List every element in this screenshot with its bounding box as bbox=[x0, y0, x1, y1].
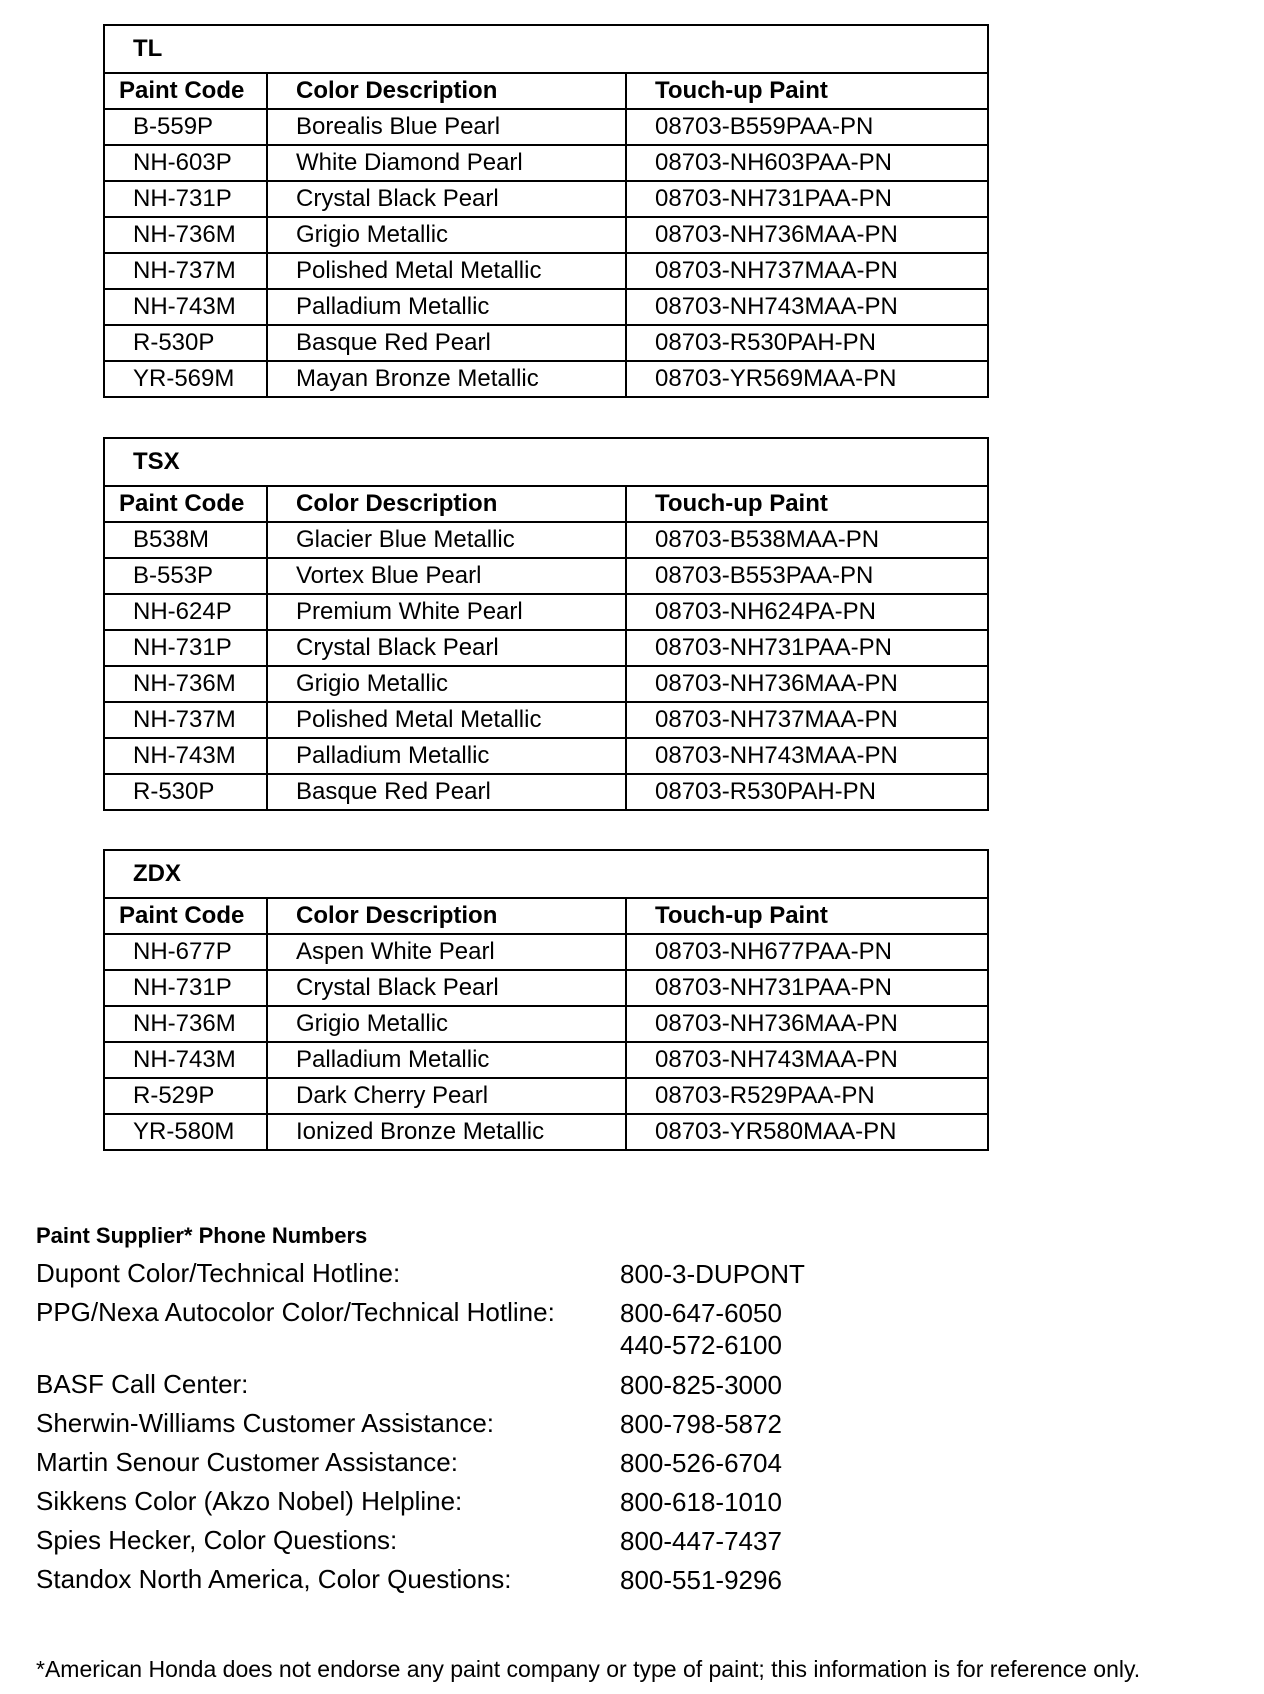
paint-code: B-559P bbox=[104, 109, 267, 145]
column-header-color-description: Color Description bbox=[267, 73, 626, 109]
supplier-name: Spies Hecker, Color Questions: bbox=[36, 1525, 398, 1555]
touch-up-paint: 08703-B559PAA-PN bbox=[626, 109, 988, 145]
supplier-row-basf bbox=[36, 1369, 1216, 1408]
touch-up-paint: 08703-NH731PAA-PN bbox=[626, 630, 988, 666]
color-description: Grigio Metallic bbox=[267, 666, 626, 702]
supplier-row-sherwin-williams bbox=[36, 1408, 1216, 1447]
table-row bbox=[104, 594, 988, 630]
color-description: Premium White Pearl bbox=[267, 594, 626, 630]
color-description: Grigio Metallic bbox=[267, 1006, 626, 1042]
color-description: Crystal Black Pearl bbox=[267, 630, 626, 666]
color-description: Borealis Blue Pearl bbox=[267, 109, 626, 145]
paint-code: R-529P bbox=[104, 1078, 267, 1114]
supplier-phone: 800-647-6050 bbox=[620, 1298, 782, 1328]
supplier-name: Sikkens Color (Akzo Nobel) Helpline: bbox=[36, 1486, 463, 1516]
supplier-name: Sherwin-Williams Customer Assistance: bbox=[36, 1408, 495, 1438]
supplier-row-ppg bbox=[36, 1297, 1216, 1369]
column-header-paint-code: Paint Code bbox=[104, 73, 267, 109]
table-row bbox=[104, 1006, 988, 1042]
supplier-list bbox=[36, 1258, 1216, 1603]
paint-code: NH-731P bbox=[104, 181, 267, 217]
table-row bbox=[104, 934, 988, 970]
paint-code: NH-743M bbox=[104, 289, 267, 325]
color-description: Palladium Metallic bbox=[267, 1042, 626, 1078]
table-title: ZDX bbox=[104, 850, 988, 898]
footnote: *American Honda does not endorse any paint company or type of paint; this information is for reference only. bbox=[36, 1656, 1141, 1682]
table-row bbox=[104, 181, 988, 217]
column-header-paint-code: Paint Code bbox=[104, 898, 267, 934]
column-header-touch-up-paint: Touch-up Paint bbox=[626, 486, 988, 522]
touch-up-paint: 08703-NH603PAA-PN bbox=[626, 145, 988, 181]
paint-table-tl bbox=[103, 24, 989, 398]
color-description: Palladium Metallic bbox=[267, 289, 626, 325]
table-row bbox=[104, 145, 988, 181]
paint-code: NH-736M bbox=[104, 666, 267, 702]
touch-up-paint: 08703-NH736MAA-PN bbox=[626, 217, 988, 253]
supplier-row-martin-senour bbox=[36, 1447, 1216, 1486]
touch-up-paint: 08703-NH743MAA-PN bbox=[626, 1042, 988, 1078]
touch-up-paint: 08703-NH731PAA-PN bbox=[626, 181, 988, 217]
paint-code: NH-743M bbox=[104, 1042, 267, 1078]
paint-code: YR-580M bbox=[104, 1114, 267, 1150]
paint-code: NH-731P bbox=[104, 630, 267, 666]
color-description: Polished Metal Metallic bbox=[267, 702, 626, 738]
supplier-phone: 800-551-9296 bbox=[620, 1565, 782, 1595]
column-header-touch-up-paint: Touch-up Paint bbox=[626, 73, 988, 109]
table-row bbox=[104, 289, 988, 325]
table-row bbox=[104, 738, 988, 774]
paint-table-tsx bbox=[103, 437, 989, 811]
supplier-row-spies-hecker bbox=[36, 1525, 1216, 1564]
color-description: Basque Red Pearl bbox=[267, 774, 626, 810]
touch-up-paint: 08703-NH677PAA-PN bbox=[626, 934, 988, 970]
touch-up-paint: 08703-R529PAA-PN bbox=[626, 1078, 988, 1114]
column-header-paint-code: Paint Code bbox=[104, 486, 267, 522]
supplier-phone: 800-618-1010 bbox=[620, 1487, 782, 1517]
table-row bbox=[104, 253, 988, 289]
table-row bbox=[104, 1078, 988, 1114]
color-description: Vortex Blue Pearl bbox=[267, 558, 626, 594]
supplier-name: Standox North America, Color Questions: bbox=[36, 1564, 512, 1594]
supplier-phone: 800-526-6704 bbox=[620, 1448, 782, 1478]
touch-up-paint: 08703-R530PAH-PN bbox=[626, 325, 988, 361]
table-row bbox=[104, 1114, 988, 1150]
touch-up-paint: 08703-B553PAA-PN bbox=[626, 558, 988, 594]
color-description: Glacier Blue Metallic bbox=[267, 522, 626, 558]
paint-code: NH-731P bbox=[104, 970, 267, 1006]
supplier-name: BASF Call Center: bbox=[36, 1369, 249, 1399]
touch-up-paint: 08703-NH737MAA-PN bbox=[626, 702, 988, 738]
color-description: Crystal Black Pearl bbox=[267, 181, 626, 217]
table-row bbox=[104, 774, 988, 810]
column-header-color-description: Color Description bbox=[267, 486, 626, 522]
touch-up-paint: 08703-NH736MAA-PN bbox=[626, 1006, 988, 1042]
color-description: Dark Cherry Pearl bbox=[267, 1078, 626, 1114]
touch-up-paint: 08703-NH624PA-PN bbox=[626, 594, 988, 630]
color-description: Palladium Metallic bbox=[267, 738, 626, 774]
supplier-phone: 800-825-3000 bbox=[620, 1370, 782, 1400]
column-header-touch-up-paint: Touch-up Paint bbox=[626, 898, 988, 934]
supplier-heading: Paint Supplier* Phone Numbers bbox=[36, 1223, 368, 1248]
supplier-phone: 800-447-7437 bbox=[620, 1526, 782, 1556]
color-description: Polished Metal Metallic bbox=[267, 253, 626, 289]
paint-code: R-530P bbox=[104, 774, 267, 810]
color-description: Aspen White Pearl bbox=[267, 934, 626, 970]
paint-code: NH-737M bbox=[104, 253, 267, 289]
touch-up-paint: 08703-R530PAH-PN bbox=[626, 774, 988, 810]
color-description: Ionized Bronze Metallic bbox=[267, 1114, 626, 1150]
table-row bbox=[104, 1042, 988, 1078]
color-description: White Diamond Pearl bbox=[267, 145, 626, 181]
color-description: Mayan Bronze Metallic bbox=[267, 361, 626, 397]
paint-code: NH-677P bbox=[104, 934, 267, 970]
supplier-phone: 800-3-DUPONT bbox=[620, 1259, 805, 1289]
paint-code: YR-569M bbox=[104, 361, 267, 397]
table-title: TL bbox=[104, 25, 988, 73]
touch-up-paint: 08703-NH736MAA-PN bbox=[626, 666, 988, 702]
supplier-name: PPG/Nexa Autocolor Color/Technical Hotline: bbox=[36, 1297, 555, 1327]
paint-code: NH-736M bbox=[104, 217, 267, 253]
paint-code: NH-624P bbox=[104, 594, 267, 630]
touch-up-paint: 08703-YR580MAA-PN bbox=[626, 1114, 988, 1150]
paint-code: NH-737M bbox=[104, 702, 267, 738]
supplier-name: Dupont Color/Technical Hotline: bbox=[36, 1258, 401, 1288]
supplier-name: Martin Senour Customer Assistance: bbox=[36, 1447, 458, 1477]
supplier-phone: 800-798-5872 bbox=[620, 1409, 782, 1439]
column-header-color-description: Color Description bbox=[267, 898, 626, 934]
paint-table-zdx bbox=[103, 849, 989, 1151]
touch-up-paint: 08703-B538MAA-PN bbox=[626, 522, 988, 558]
table-row bbox=[104, 558, 988, 594]
touch-up-paint: 08703-NH743MAA-PN bbox=[626, 289, 988, 325]
paint-code: NH-603P bbox=[104, 145, 267, 181]
supplier-row-sikkens bbox=[36, 1486, 1216, 1525]
table-row bbox=[104, 630, 988, 666]
touch-up-paint: 08703-NH731PAA-PN bbox=[626, 970, 988, 1006]
table-row bbox=[104, 702, 988, 738]
paint-code: NH-736M bbox=[104, 1006, 267, 1042]
touch-up-paint: 08703-NH737MAA-PN bbox=[626, 253, 988, 289]
table-row bbox=[104, 217, 988, 253]
table-title: TSX bbox=[104, 438, 988, 486]
color-description: Basque Red Pearl bbox=[267, 325, 626, 361]
table-row bbox=[104, 361, 988, 397]
table-row bbox=[104, 109, 988, 145]
paint-code: NH-743M bbox=[104, 738, 267, 774]
paint-code: B538M bbox=[104, 522, 267, 558]
table-row bbox=[104, 666, 988, 702]
touch-up-paint: 08703-NH743MAA-PN bbox=[626, 738, 988, 774]
table-row bbox=[104, 970, 988, 1006]
supplier-row-standox bbox=[36, 1564, 1216, 1603]
table-row bbox=[104, 522, 988, 558]
paint-code: B-553P bbox=[104, 558, 267, 594]
table-row bbox=[104, 325, 988, 361]
paint-code: R-530P bbox=[104, 325, 267, 361]
color-description: Crystal Black Pearl bbox=[267, 970, 626, 1006]
supplier-phone: 440-572-6100 bbox=[620, 1330, 782, 1360]
touch-up-paint: 08703-YR569MAA-PN bbox=[626, 361, 988, 397]
supplier-row-dupont bbox=[36, 1258, 1216, 1297]
color-description: Grigio Metallic bbox=[267, 217, 626, 253]
